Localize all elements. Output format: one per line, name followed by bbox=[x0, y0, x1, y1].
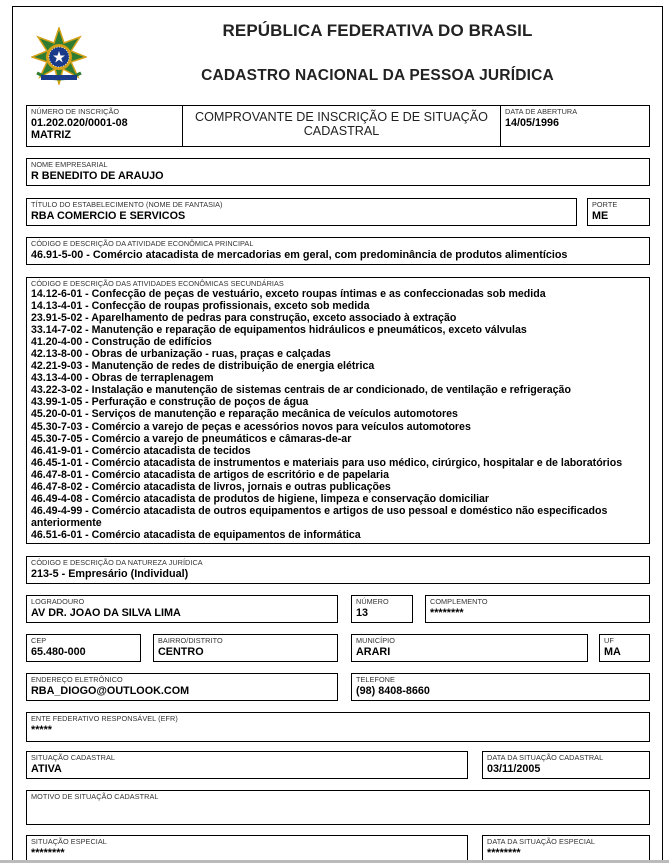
atividade-secundaria-item: 46.49-4-99 - Comércio atacadista de outros equipamentos e artigos de uso pessoal e doméstico não especificados anteriormente bbox=[31, 504, 608, 529]
natureza-juridica-box bbox=[26, 556, 650, 584]
atividade-secundaria-item: 45.30-7-05 - Comércio a varejo de pneumáticos e câmaras-de-ar bbox=[31, 432, 352, 445]
atividade-secundaria-item: 43.13-4-00 - Obras de terraplenagem bbox=[31, 372, 214, 385]
efr-label: ENTE FEDERATIVO RESPONSÁVEL (EFR) bbox=[31, 714, 178, 723]
complemento-box bbox=[425, 595, 650, 623]
nome-empresarial-box bbox=[26, 158, 650, 186]
atividade-secundaria-item: 45.30-7-03 - Comércio a varejo de peças e acessórios novos para veículos automotores bbox=[31, 420, 471, 433]
cep-box bbox=[26, 634, 141, 662]
situacao-value: ATIVA bbox=[31, 763, 62, 775]
natureza-juridica-label: CÓDIGO E DESCRIÇÃO DA NATUREZA JURÍDICA bbox=[31, 558, 203, 567]
registry-title: CADASTRO NACIONAL DA PESSOA JURÍDICA bbox=[201, 67, 554, 84]
atividade-principal-box bbox=[26, 237, 650, 265]
municipio-label: MUNICÍPIO bbox=[356, 636, 395, 645]
atividade-secundaria-item: 42.13-8-00 - Obras de urbanização - ruas, praças e calçadas bbox=[31, 348, 331, 361]
situacao-especial-box bbox=[26, 835, 468, 863]
atividade-secundaria-item: 43.22-3-02 - Instalação e manutenção de sistemas centrais de ar condicionado, de ventilação e refrigeração bbox=[31, 384, 571, 397]
data-situacao-especial-value: ******** bbox=[487, 847, 521, 859]
atividades-secundarias-label: CÓDIGO E DESCRIÇÃO DAS ATIVIDADES ECONÔMICAS SECUNDÁRIAS bbox=[31, 279, 284, 288]
data-situacao-value: 03/11/2005 bbox=[487, 763, 541, 775]
cep-value: 65.480-000 bbox=[31, 646, 86, 658]
document-page bbox=[12, 6, 663, 863]
motivo-box bbox=[26, 790, 650, 825]
atividade-secundaria-item: 43.99-1-05 - Perfuração e construção de poços de água bbox=[31, 396, 309, 409]
uf-box bbox=[599, 634, 650, 662]
nome-empresarial-label: NOME EMPRESARIAL bbox=[31, 160, 108, 169]
email-box bbox=[26, 673, 338, 701]
complemento-label: COMPLEMENTO bbox=[430, 597, 488, 606]
telefone-value: (98) 8408-8660 bbox=[356, 685, 430, 697]
abertura-value: 14/05/1996 bbox=[505, 117, 560, 129]
atividade-secundaria-item: 23.91-5-02 - Aparelhamento de pedras para construção, exceto associado à extração bbox=[31, 312, 457, 325]
atividade-secundaria-item: 46.51-6-01 - Comércio atacadista de equipamentos de informática bbox=[31, 528, 361, 541]
efr-box bbox=[26, 712, 650, 742]
porte-label: PORTE bbox=[592, 200, 618, 209]
atividade-secundaria-item: 46.47-8-02 - Comércio atacadista de livros, jornais e outras publicações bbox=[31, 480, 391, 493]
atividade-secundaria-item: 14.12-6-01 - Confecção de peças de vestuário, exceto roupas íntimas e as confeccionadas sob medida bbox=[31, 288, 546, 300]
cep-label: CEP bbox=[31, 636, 47, 645]
efr-value: ***** bbox=[31, 724, 53, 736]
numero-box bbox=[351, 595, 413, 623]
numero-value: 13 bbox=[356, 607, 369, 619]
inscricao-label: NÚMERO DE INSCRIÇÃO bbox=[31, 107, 120, 116]
data-situacao-label: DATA DA SITUAÇÃO CADASTRAL bbox=[487, 753, 604, 762]
email-value: RBA_DIOGO@OUTLOOK.COM bbox=[31, 685, 190, 697]
email-label: ENDEREÇO ELETRÔNICO bbox=[31, 675, 123, 684]
uf-label: UF bbox=[604, 636, 614, 645]
atividade-secundaria-item: 14.13-4-01 - Confecção de roupas profissionais, exceto sob medida bbox=[31, 300, 370, 313]
fantasia-value: RBA COMERCIO E SERVICOS bbox=[31, 210, 186, 222]
atividade-secundaria-item: 46.49-4-08 - Comércio atacadista de produtos de higiene, limpeza e conservação domiciliar bbox=[31, 492, 490, 505]
data-situacao-box bbox=[482, 751, 650, 779]
nome-empresarial-value: R BENEDITO DE ARAUJO bbox=[31, 170, 164, 182]
comprovante-title-line2: CADASTRAL bbox=[303, 124, 380, 138]
bairro-box bbox=[153, 634, 338, 662]
bairro-value: CENTRO bbox=[158, 646, 204, 658]
porte-value: ME bbox=[592, 210, 609, 222]
country-title: REPÚBLICA FEDERATIVA DO BRASIL bbox=[222, 21, 533, 40]
situacao-box bbox=[26, 751, 468, 779]
logradouro-label: LOGRADOURO bbox=[31, 597, 85, 606]
inscricao-type: MATRIZ bbox=[31, 129, 71, 141]
atividade-secundaria-item: 45.20-0-01 - Serviços de manutenção e reparação mecânica de veículos automotores bbox=[31, 408, 458, 421]
atividades-secundarias-list bbox=[31, 288, 641, 541]
fantasia-label: TÍTULO DO ESTABELECIMENTO (NOME DE FANTASIA) bbox=[31, 200, 223, 209]
atividade-principal-label: CÓDIGO E DESCRIÇÃO DA ATIVIDADE ECONÔMICA PRINCIPAL bbox=[31, 239, 254, 248]
uf-value: MA bbox=[604, 646, 621, 658]
natureza-juridica-value: 213-5 - Empresário (Individual) bbox=[31, 568, 189, 580]
situacao-label: SITUAÇÃO CADASTRAL bbox=[31, 753, 116, 762]
data-situacao-especial-box bbox=[482, 835, 650, 863]
motivo-label: MOTIVO DE SITUAÇÃO CADASTRAL bbox=[31, 792, 159, 801]
inscricao-box bbox=[26, 105, 183, 147]
bairro-label: BAIRRO/DISTRITO bbox=[158, 636, 223, 645]
municipio-value: ARARI bbox=[356, 646, 391, 658]
situacao-especial-value: ******** bbox=[31, 847, 65, 859]
telefone-box bbox=[351, 673, 650, 701]
atividade-principal-value: 46.91-5-00 - Comércio atacadista de mercadorias em geral, com predominância de produtos alimentícios bbox=[31, 249, 568, 261]
situacao-especial-label: SITUAÇÃO ESPECIAL bbox=[31, 837, 107, 846]
abertura-box bbox=[500, 105, 650, 147]
atividade-secundaria-item: 46.41-9-01 - Comércio atacadista de tecidos bbox=[31, 444, 251, 457]
porte-box bbox=[587, 198, 650, 226]
comprovante-title bbox=[183, 110, 500, 138]
complemento-value: ******** bbox=[430, 607, 464, 619]
atividade-secundaria-item: 33.14-7-02 - Manutenção e reparação de equipamentos hidráulicos e pneumáticos, exceto válvulas bbox=[31, 324, 527, 337]
logradouro-box bbox=[26, 595, 338, 623]
comprovante-box bbox=[182, 105, 501, 147]
atividade-secundaria-item: 46.47-8-01 - Comércio atacadista de artigos de escritório e de papelaria bbox=[31, 468, 389, 481]
data-situacao-especial-label: DATA DA SITUAÇÃO ESPECIAL bbox=[487, 837, 596, 846]
abertura-label: DATA DE ABERTURA bbox=[505, 107, 578, 116]
atividade-secundaria-item: 46.45-1-01 - Comércio atacadista de instrumentos e materiais para uso médico, cirúrgico, hospitalar e de laboratórios bbox=[31, 456, 623, 469]
telefone-label: TELEFONE bbox=[356, 675, 395, 684]
atividade-secundaria-item: 42.21-9-03 - Manutenção de redes de distribuição de energia elétrica bbox=[31, 360, 375, 373]
atividade-secundaria-item: 41.20-4-00 - Construção de edifícios bbox=[31, 336, 212, 349]
coat-of-arms-icon bbox=[31, 27, 87, 85]
municipio-box bbox=[351, 634, 588, 662]
atividades-secundarias-box bbox=[26, 277, 650, 544]
fantasia-box bbox=[26, 198, 577, 226]
inscricao-number: 01.202.020/0001-08 bbox=[31, 117, 128, 129]
logradouro-value: AV DR. JOAO DA SILVA LIMA bbox=[31, 607, 181, 619]
comprovante-title-line1: COMPROVANTE DE INSCRIÇÃO E DE SITUAÇÃO bbox=[195, 110, 488, 124]
numero-label: NÚMERO bbox=[356, 597, 389, 606]
